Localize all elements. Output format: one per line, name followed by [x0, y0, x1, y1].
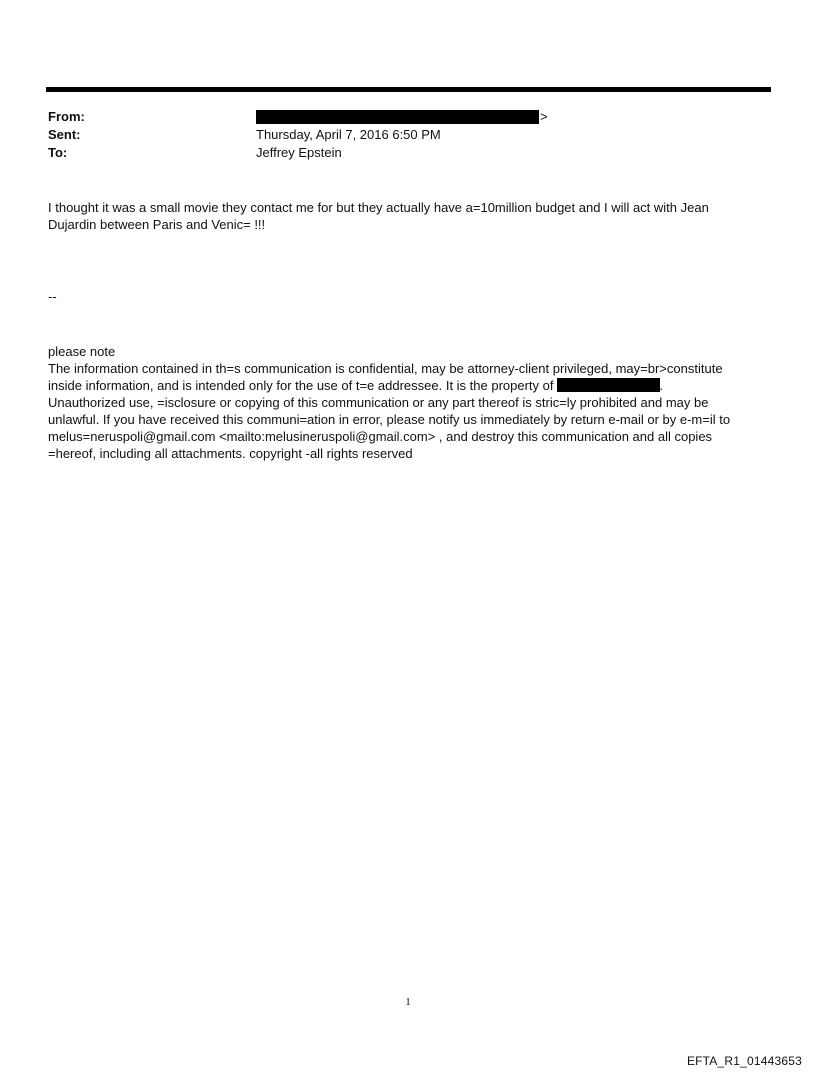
signature-separator: -- [48, 289, 57, 304]
disclaimer-line-2-text: inside information, and is intended only for the use of t=e addressee. It is the property of [48, 378, 554, 393]
page-number: 1 [405, 996, 411, 1008]
note-heading: please note [48, 344, 116, 359]
document-id: EFTA_R1_01443653 [686, 1054, 802, 1068]
disclaimer-block [48, 343, 778, 462]
sent-value: Thursday, April 7, 2016 6:50 PM [256, 127, 441, 142]
disclaimer-line-4: unlawful. If you have received this communi=ation in error, please notify us immediately by return e-mail or by e-m=il to [48, 412, 731, 427]
disclaimer-line-5: melus=neruspoli@gmail.com <mailto:melusineruspoli@gmail.com> , and destroy this communication and all copies [48, 429, 713, 444]
disclaimer-line-2 [48, 377, 778, 394]
header-divider [46, 87, 771, 92]
message-body [48, 199, 778, 233]
disclaimer-line-2-end: . [659, 378, 664, 393]
message-line-2: Dujardin between Paris and Venic= !!! [48, 217, 266, 232]
owner-redaction [557, 378, 660, 392]
disclaimer-line-1: The information contained in th=s communication is confidential, may be attorney-client privileged, may=br>constitute [48, 361, 723, 376]
to-label: To: [48, 145, 68, 160]
to-value: Jeffrey Epstein [256, 145, 342, 160]
disclaimer-line-6: =hereof, including all attachments. copyright -all rights reserved [48, 446, 413, 461]
message-line-1: I thought it was a small movie they contact me for but they actually have a=10million budget and I will act with Jean [48, 200, 709, 215]
disclaimer-line-3: Unauthorized use, =isclosure or copying of this communication or any part thereof is stric=ly prohibited and may be [48, 395, 709, 410]
from-label: From: [48, 109, 85, 124]
sent-label: Sent: [48, 127, 81, 142]
from-suffix: > [540, 109, 548, 124]
from-redaction [256, 110, 539, 124]
